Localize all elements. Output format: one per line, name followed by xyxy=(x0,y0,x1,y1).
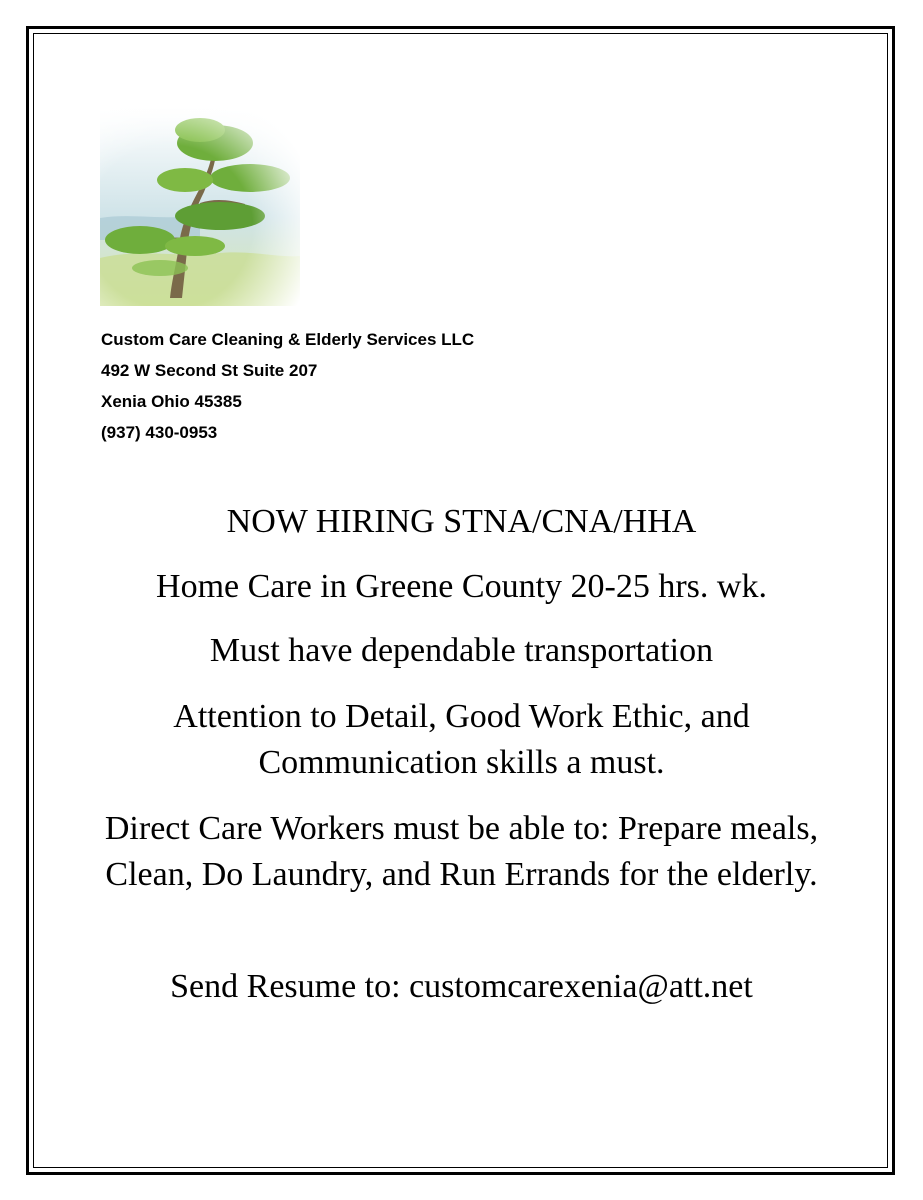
company-address-line1: 492 W Second St Suite 207 xyxy=(101,361,318,380)
transportation-text: Must have dependable transportation xyxy=(209,632,714,669)
company-contact-block xyxy=(101,326,474,450)
qualities-text: Attention to Detail, Good Work Ethic, and Communication skills a must. xyxy=(173,698,750,781)
duties-text: Direct Care Workers must be able to: Prepare meals, Clean, Do Laundry, and Run Errands for the elderly. xyxy=(104,810,819,893)
company-address-line2: Xenia Ohio 45385 xyxy=(101,392,242,411)
schedule-text: Home Care in Greene County 20-25 hrs. wk. xyxy=(156,568,767,605)
resume-contact-text: Send Resume to: customcarexenia@att.net xyxy=(170,968,753,1005)
company-phone: (937) 430-0953 xyxy=(101,423,218,442)
company-name: Custom Care Cleaning & Elderly Services LLC xyxy=(101,330,475,349)
tree-logo-icon xyxy=(100,108,300,306)
hiring-headline: NOW HIRING STNA/CNA/HHA xyxy=(226,503,697,540)
